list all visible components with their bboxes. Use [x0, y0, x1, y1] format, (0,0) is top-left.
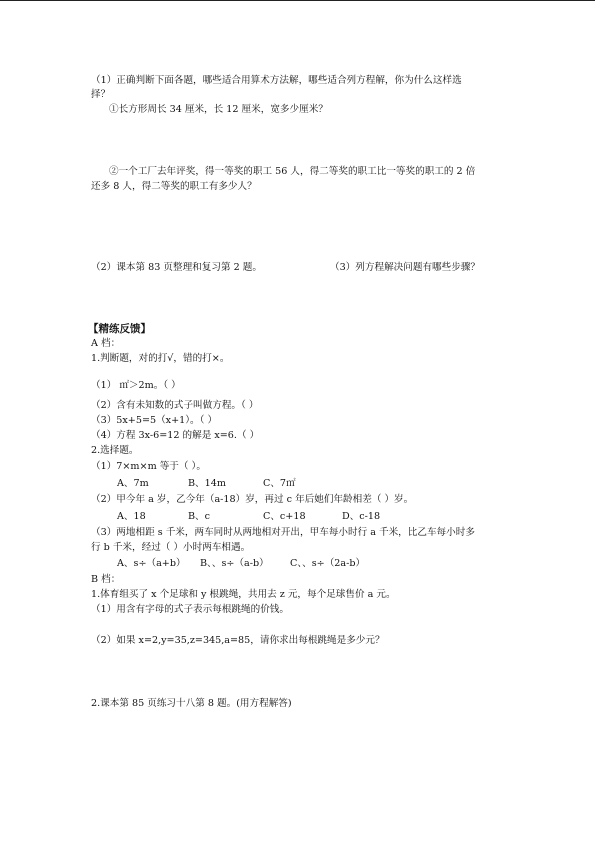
choice-3-option-c: C、、s÷（2a-b）	[290, 558, 366, 569]
b-question-1-part-1: （1）用含有字母的式子表示每根跳绳的价钱。	[91, 604, 289, 615]
question-2: （2）课本第 83 页整理和复习第 2 题。	[91, 262, 262, 273]
question-1-line-1: （1）正确判断下面各题，哪些适合用算术方法解，哪些适合列方程解，你为什么这样选	[91, 75, 462, 86]
question-1-line-2: 择？	[91, 89, 111, 100]
section-heading: 【精练反馈】	[88, 323, 151, 335]
choice-1-question: （1）7×m×m 等于（ ）。	[91, 461, 206, 472]
choice-2-question: （2）甲今年 a 岁，乙今年（a-18）岁，再过 c 年后她们年龄相差（ ）岁。	[91, 494, 414, 505]
b-question-1: 1.体育组买了 x 个足球和 y 根跳绳，共用去 z 元，每个足球售价 a 元。	[91, 589, 396, 600]
level-b-label: B 档：	[91, 574, 121, 585]
choice-title: 2.选择题。	[91, 445, 139, 456]
choice-3-option-a: A、s÷（a+b）	[117, 558, 186, 569]
judge-title: 1.判断题，对的打√，错的打×。	[91, 353, 230, 364]
choice-2-option-c: C、c+18	[263, 511, 306, 522]
choice-2-option-b: B、c	[188, 511, 211, 522]
choice-1-option-a: A、7m	[117, 478, 149, 489]
level-a-label: A 档：	[91, 338, 121, 349]
choice-2-option-a: A、18	[117, 511, 146, 522]
choice-1-option-b: B、14m	[188, 478, 226, 489]
question-1b-line-1: ②一个工厂去年评奖，得一等奖的职工 56 人，得二等奖的职工比一等奖的职工的 2 倍	[109, 166, 476, 177]
question-1a: ①长方形周长 34 厘米，长 12 厘米，宽多少厘米？	[109, 104, 328, 115]
judge-item-4: （4）方程 3x-6=12 的解是 x=6.（ ）	[91, 430, 260, 441]
question-3: （3）列方程解决问题有哪些步骤？	[330, 262, 481, 273]
b-question-2: 2.课本第 85 页练习十八第 8 题。(用方程解答)	[91, 698, 292, 709]
judge-item-1: （1） ㎡＞2m。（ ）	[91, 380, 181, 391]
choice-1-option-c: C、7㎡	[263, 478, 296, 489]
question-1b-line-2: 还多 8 人，得二等奖的职工有多少人？	[91, 181, 257, 192]
judge-item-3: （3）5x+5=5（x+1）。（ ）	[91, 415, 218, 426]
choice-2-option-d: D、c-18	[342, 511, 381, 522]
choice-3-question-line-2: 行 b 千米，经过（ ）小时两车相遇。	[91, 542, 251, 553]
b-question-1-part-2: （2）如果 x=2,y=35,z=345,a=85，请你求出每根跳绳是多少元？	[91, 635, 385, 646]
page-top-rule	[0, 0, 595, 1]
choice-3-option-b: B、、s÷（a-b）	[200, 558, 269, 569]
choice-3-question-line-1: （3）两地相距 s 千米，两车同时从两地相对开出，甲车每小时行 a 千米，比乙车每小时多	[91, 527, 475, 538]
judge-item-2: （2）含有未知数的式子叫做方程。（ ）	[91, 400, 259, 411]
